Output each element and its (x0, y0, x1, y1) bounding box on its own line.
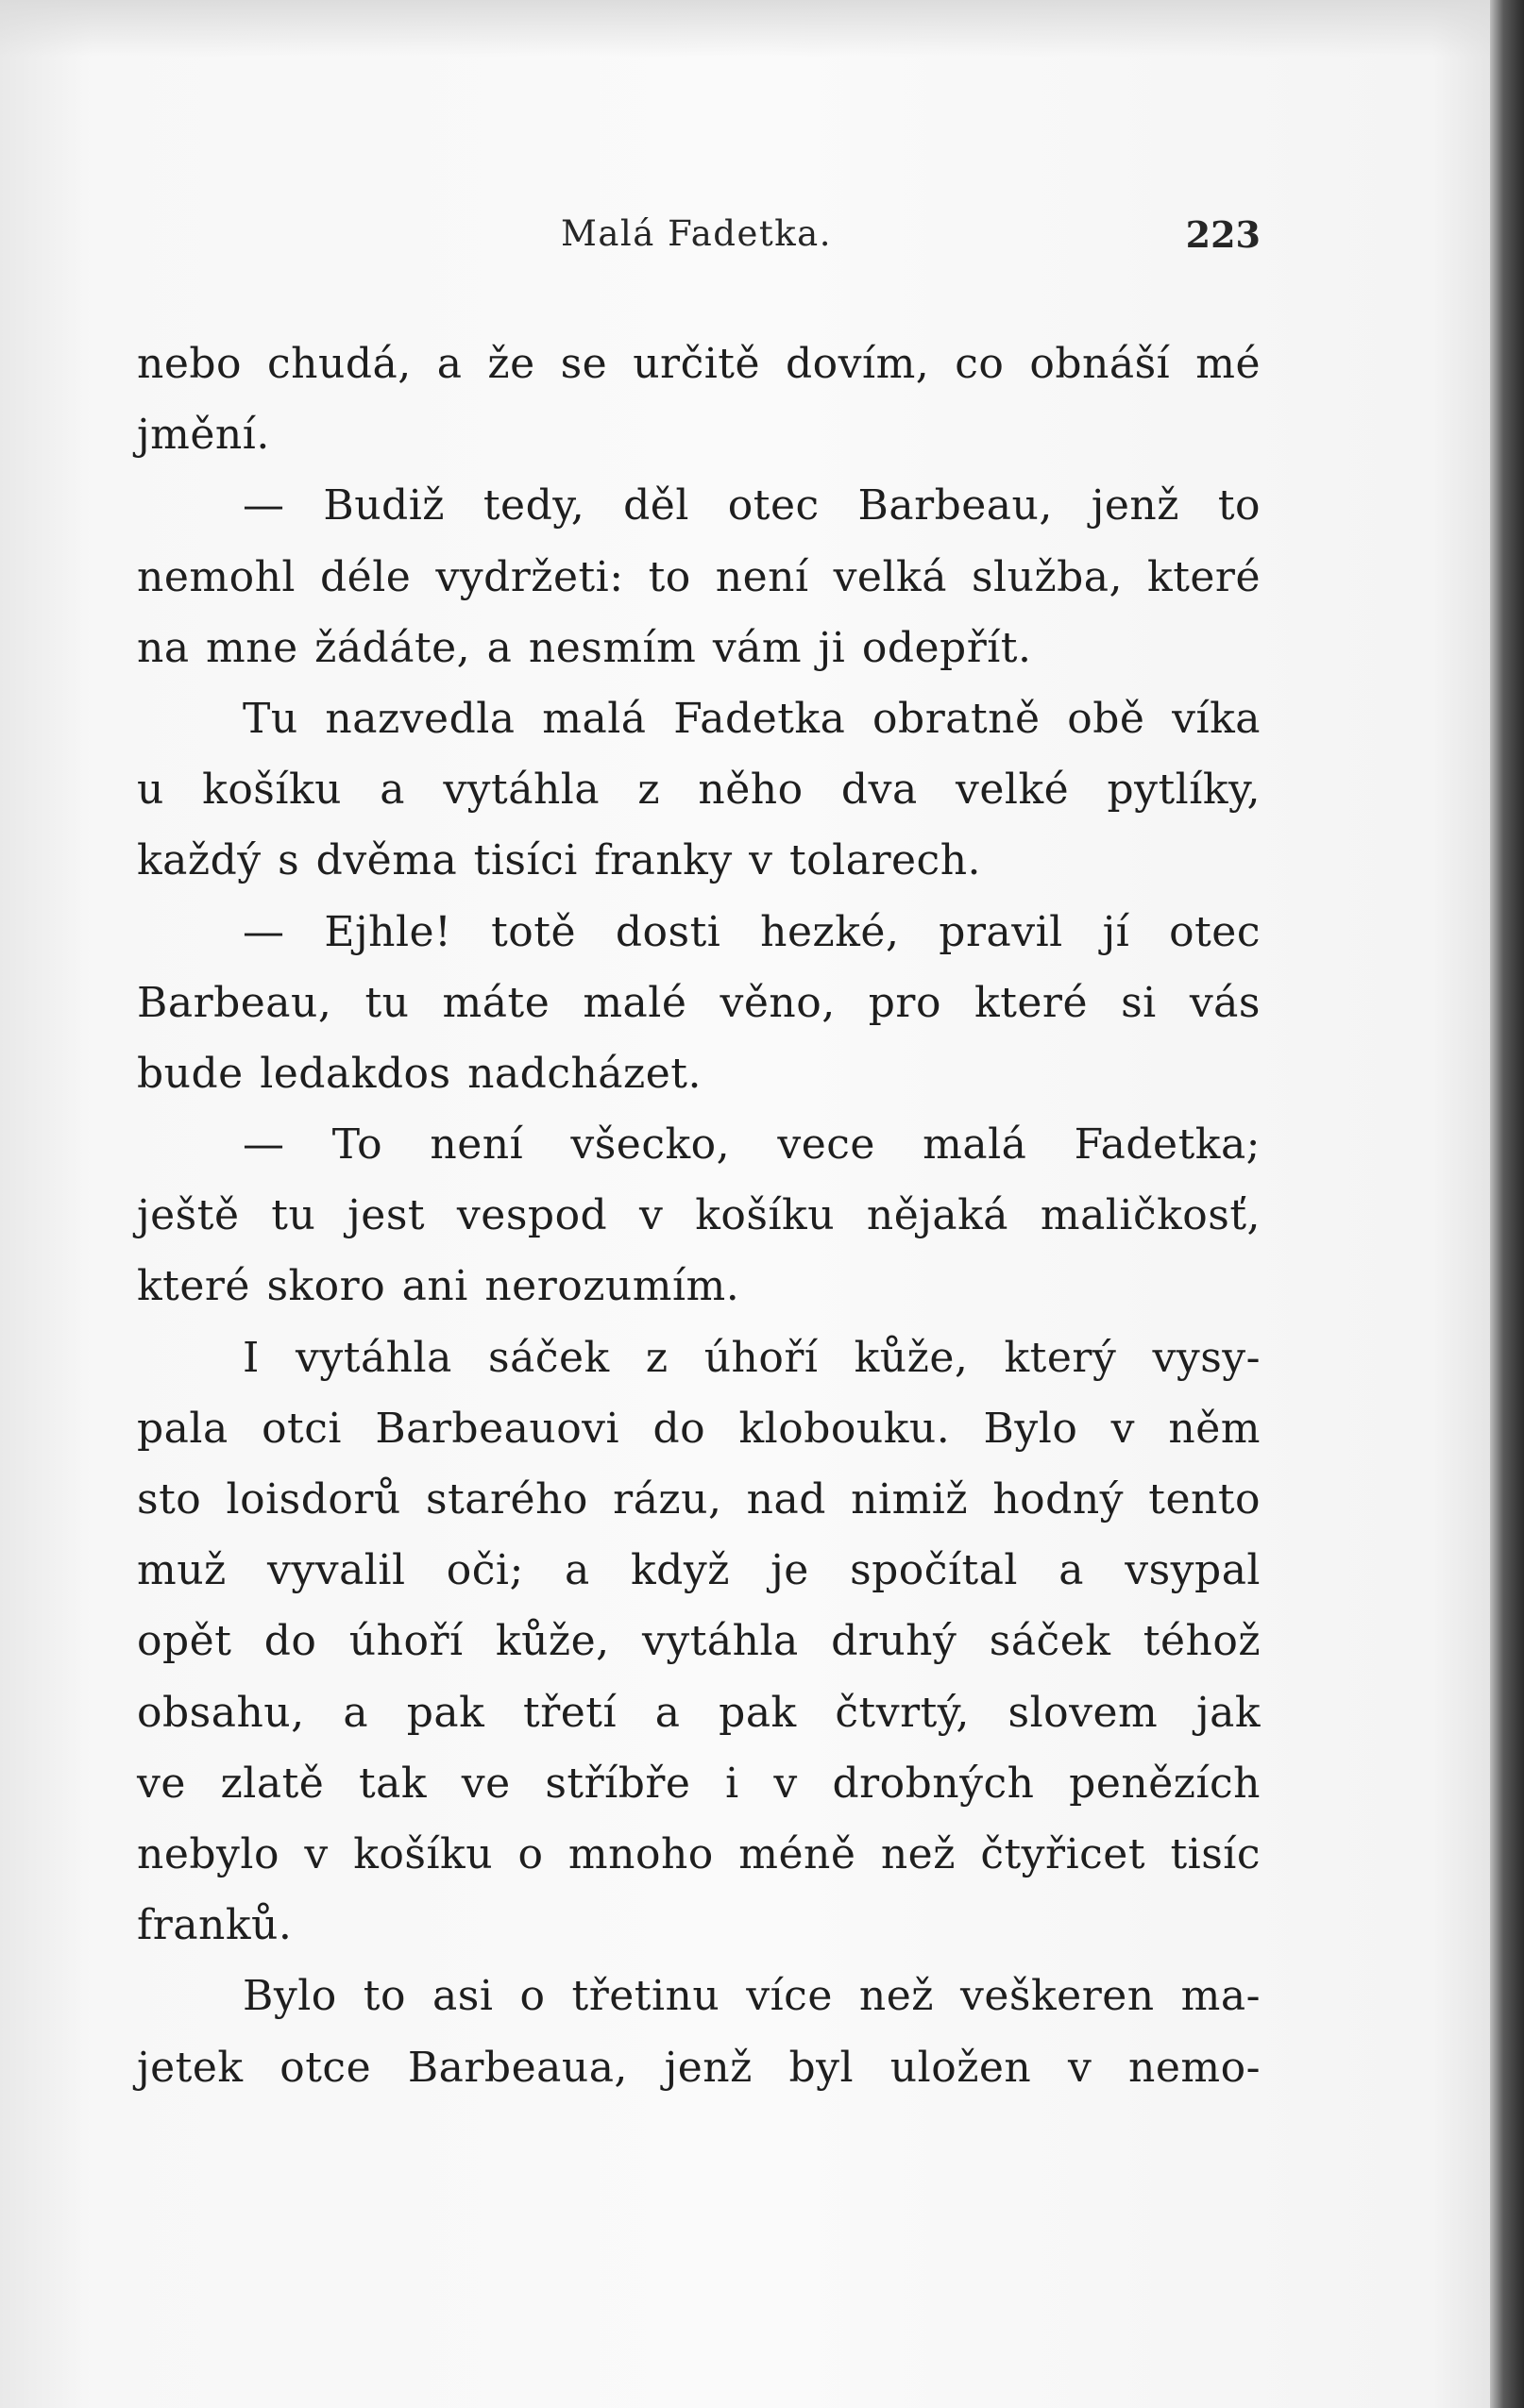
text-line: sto loisdorů starého rázu, nad nimiž hodný tento (137, 1475, 1261, 1524)
page-header (132, 213, 1261, 261)
text-line: ve zlatě tak ve stříbře i v drobných penězích (137, 1759, 1261, 1808)
text-line: — Ejhle! totě dosti hezké, pravil jí otec (243, 907, 1261, 956)
text-line: jmění. (137, 411, 270, 460)
text-line: Bylo to asi o třetinu více než veškeren ma- (243, 1972, 1261, 2021)
text-line: muž vyvalil oči; a když je spočítal a vsypal (137, 1546, 1261, 1595)
book-spine-shadow (1490, 0, 1524, 2408)
text-line: I vytáhla sáček z úhoří kůže, který vysy- (243, 1333, 1261, 1382)
text-line: nebylo v košíku o mnoho méně než čtyřicet tisíc (137, 1829, 1261, 1878)
text-line: na mne žádáte, a nesmím vám ji odepřít. (137, 623, 1032, 672)
text-line: které skoro ani nerozumím. (137, 1262, 740, 1311)
text-line: Tu nazvedla malá Fadetka obratně obě víka (243, 694, 1261, 743)
text-line: Barbeau, tu máte malé věno, pro které si vás (137, 978, 1261, 1027)
text-line: opět do úhoří kůže, vytáhla druhý sáček téhož (137, 1617, 1261, 1666)
text-line: nemohl déle vydržeti: to není velká služba, které (137, 552, 1261, 601)
text-line: ještě tu jest vespod v košíku nějaká maličkosť, (137, 1191, 1261, 1240)
page-top-shadow (0, 0, 1524, 57)
text-line: — To není všecko, vece malá Fadetka; (243, 1120, 1261, 1170)
text-line: obsahu, a pak třetí a pak čtvrtý, slovem jak (137, 1688, 1261, 1737)
text-line: u košíku a vytáhla z něho dva velké pytlíky, (137, 766, 1261, 815)
text-line: pala otci Barbeauovi do klobouku. Bylo v něm (137, 1404, 1261, 1453)
page-number: 223 (1185, 213, 1261, 256)
text-line: bude ledakdos nadcházet. (137, 1049, 702, 1098)
text-line: franků. (137, 1901, 293, 1950)
text-line: každý s dvěma tisíci franky v tolarech. (137, 836, 982, 885)
text-line: jetek otce Barbeaua, jenž byl uložen v nemo- (137, 2043, 1261, 2092)
running-title: Malá Fadetka. (560, 213, 832, 254)
text-line: — Budiž tedy, děl otec Barbeau, jenž to (243, 481, 1261, 530)
text-line: nebo chudá, a že se určitě dovím, co obnáší mé (137, 340, 1261, 388)
body-text (137, 328, 1261, 2103)
